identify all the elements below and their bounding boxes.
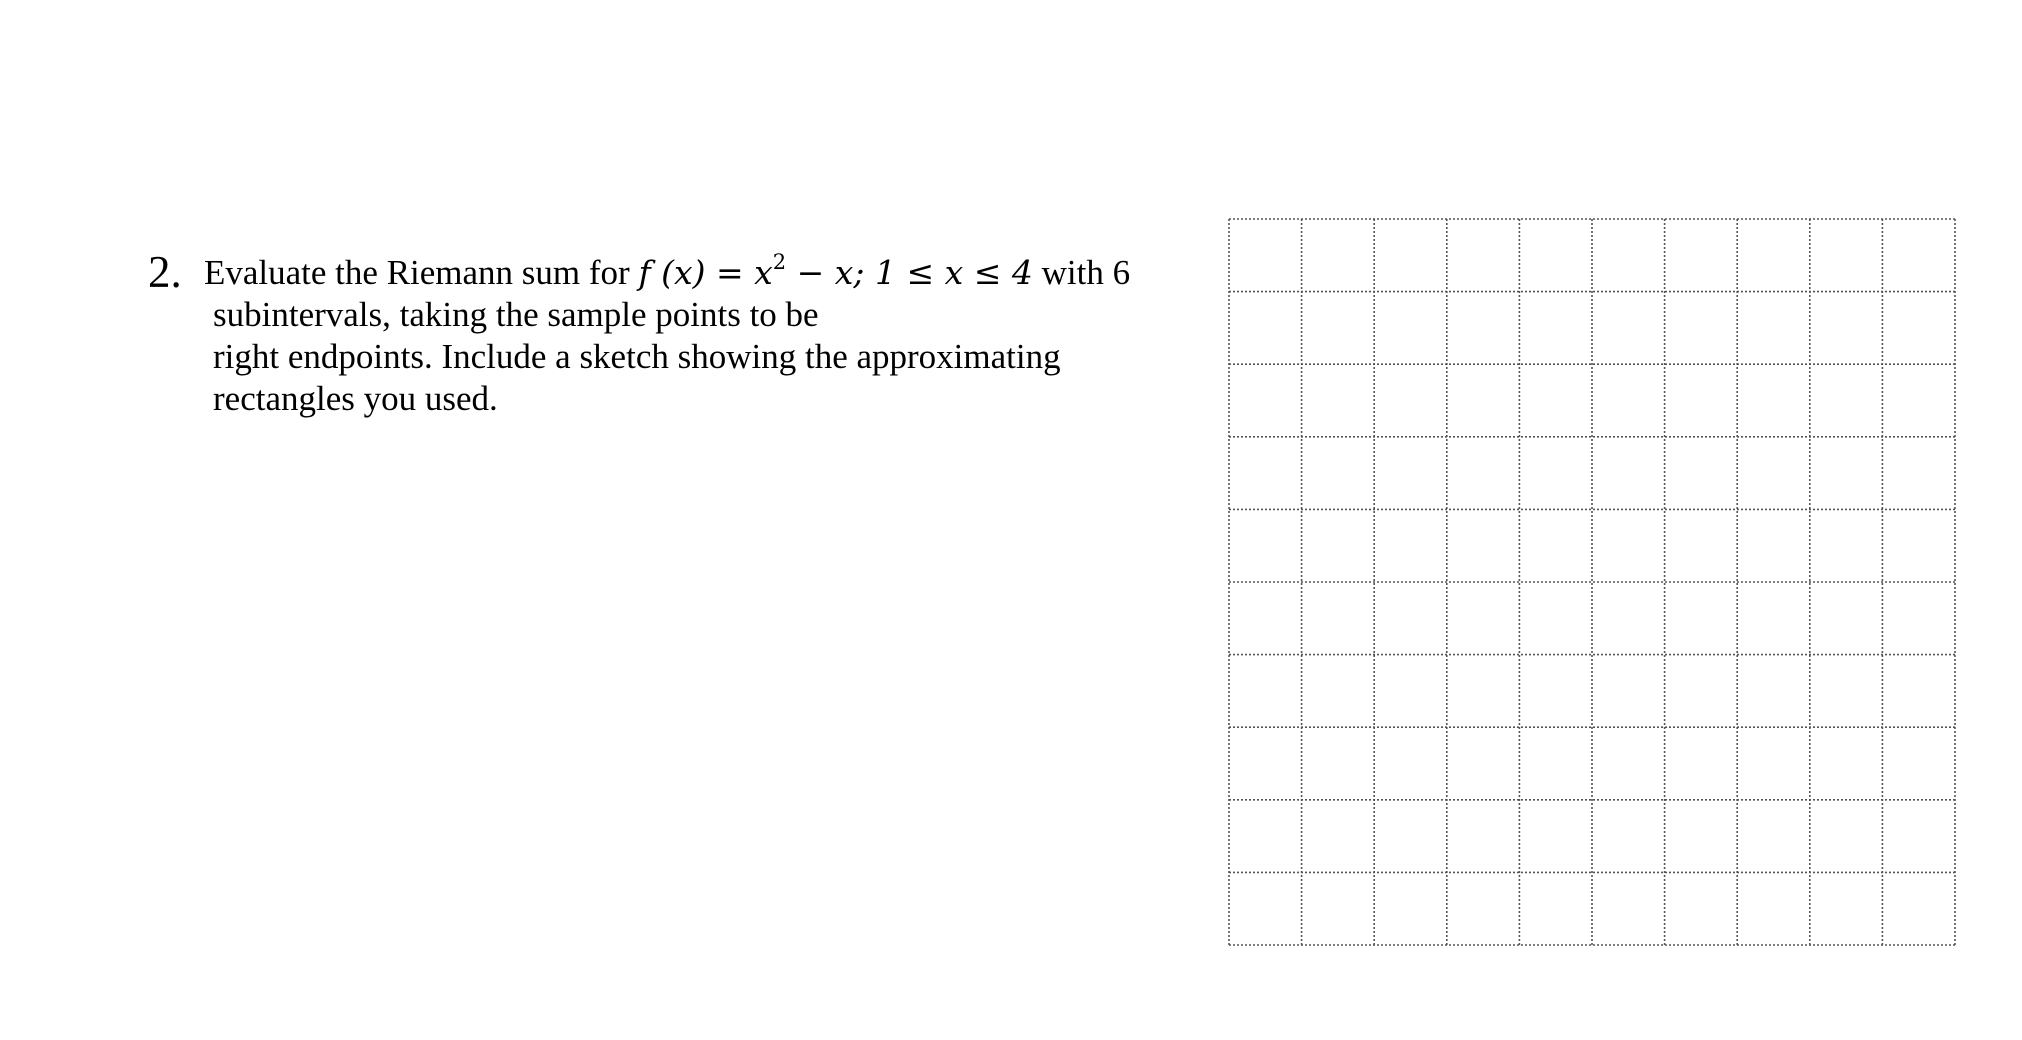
sketch-grid [1227, 217, 1957, 947]
problem-text-line-1 [204, 252, 1130, 294]
function-expression-text: f $(x) = x^2 - x$; 1 ≤ x ≤ 4 [638, 250, 1033, 292]
problem-number: 2. [148, 247, 182, 297]
grid-paper [1227, 217, 1957, 947]
problem-text-line-3: right endpoints. Include a sketch showing the approximating [213, 337, 1061, 376]
problem-text-line-4: rectangles you used. [213, 379, 498, 418]
problem-text-suffix: with 6 [1032, 253, 1131, 292]
problem-text-prefix: Evaluate the Riemann sum for [204, 253, 639, 292]
problem-text-line-2: subintervals, taking the sample points to be [213, 295, 819, 334]
function-expression [638, 250, 1033, 292]
exponent: 2 [772, 250, 787, 274]
